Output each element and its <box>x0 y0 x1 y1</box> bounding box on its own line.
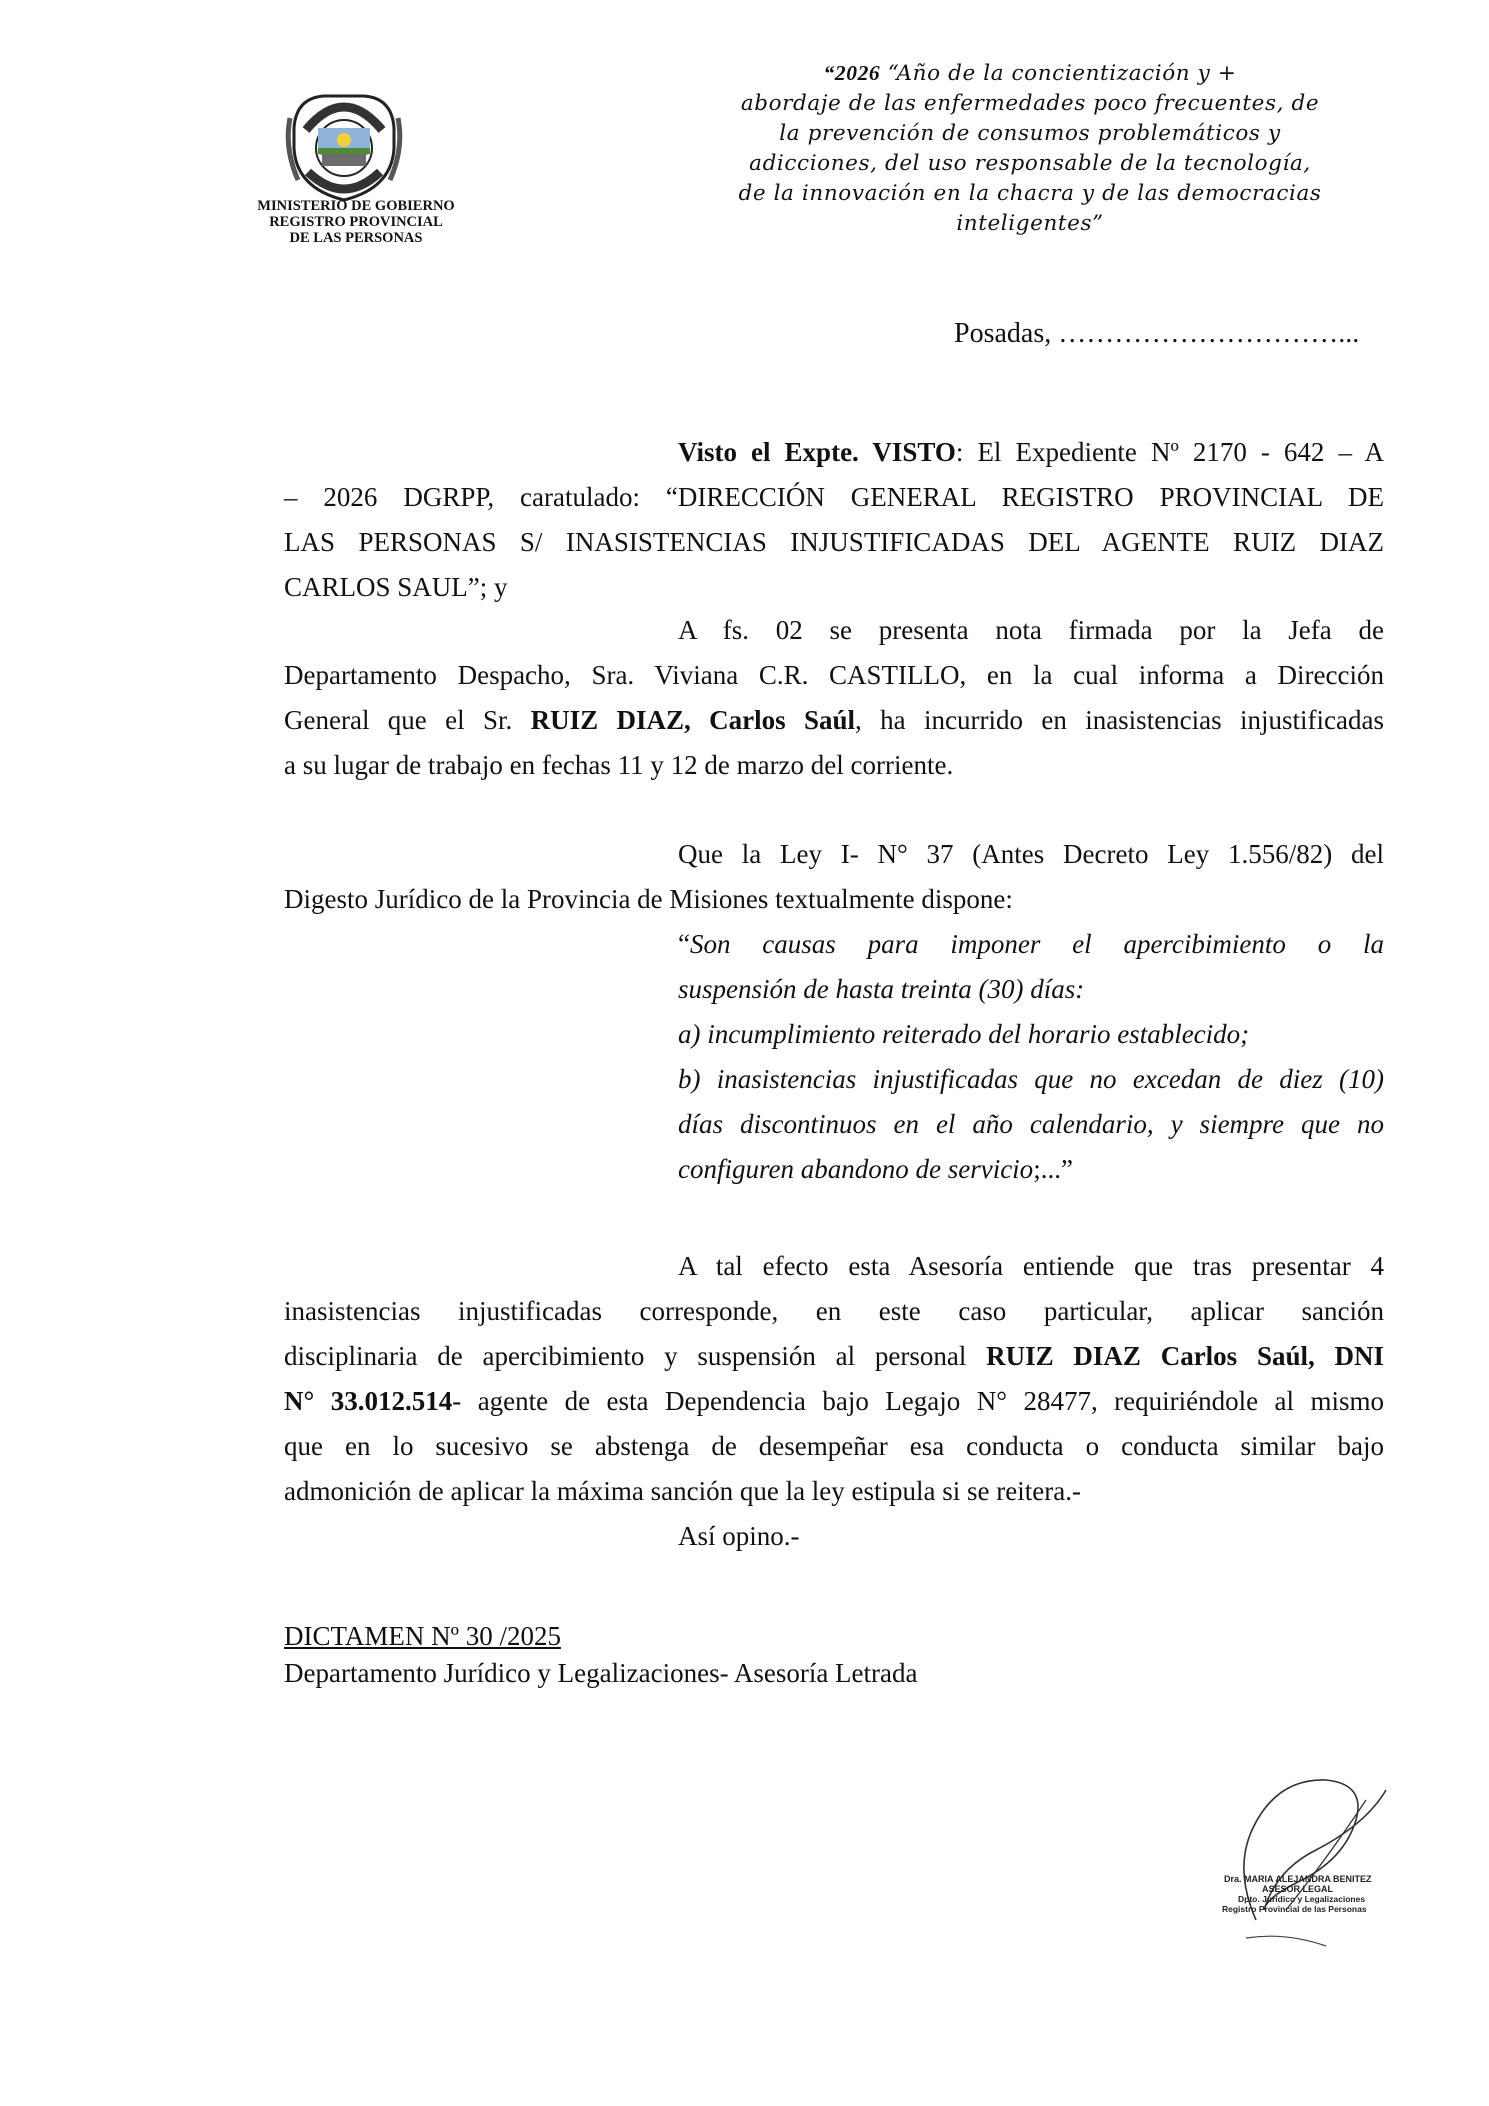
considerando-paragraph-2: Que la Ley I- N° 37 (Antes Decreto Ley 1.556/82) del Digesto Jurídico de la Provincia de Misiones textualmente dispone: <box>284 839 1384 914</box>
department-line: Departamento Jurídico y Legalizaciones- Asesoría Letrada <box>284 1658 918 1688</box>
agent-name: RUIZ DIAZ, Carlos Saúl <box>530 705 856 735</box>
conclusion-paragraph: A tal efecto esta Asesoría entiende que tras presentar 4 inasistencias injustificadas corresponde, en este caso particular, aplicar sanción disciplinaria de apercibimiento y suspensión al personal RUIZ DIAZ Carlos Saúl, DNI N° 33.012.514- agente de esta Dependencia bajo Legajo N° 28477, requiriéndole al mismo que en lo sucesivo se abstenga de desempeñar esa conducta o conducta similar bajo admonición de aplicar la máxima sanción que la ley estipula si se reitera.- Así opino.- <box>284 1244 1384 1559</box>
stamp-text: ASESOR LEGAL <box>1262 1884 1334 1894</box>
motto-line: abordaje de las enfermedades poco frecuentes, de <box>740 91 1320 116</box>
motto-line: inteligentes” <box>956 211 1104 236</box>
motto-line: la prevención de consumos problemáticos y <box>779 121 1281 146</box>
motto-year: “2026 <box>823 61 881 85</box>
stamp-text: Registro Provincial de las Personas <box>1222 1904 1367 1914</box>
ministry-header <box>246 198 466 246</box>
visto-lead: Visto el Expte. VISTO <box>678 437 956 467</box>
registry-line: REGISTRO PROVINCIAL <box>269 214 443 230</box>
registry-sub-line: DE LAS PERSONAS <box>289 230 423 246</box>
year-motto <box>660 58 1400 239</box>
ministry-line: MINISTERIO DE GOBIERNO <box>257 198 455 214</box>
motto-line: adicciones, del uso responsable de la tecnología, <box>749 151 1311 176</box>
handwritten-signature-icon <box>1216 1760 1416 1960</box>
stamp-text: Dpto. Jurídico y Legalizaciones <box>1238 1894 1366 1904</box>
place-date: Posadas, …………………………... <box>954 318 1360 349</box>
law-quote: “Son causas para imponer el apercibimiento o la suspensión de hasta treinta (30) días: a) incumplimiento reiterado del horario establecido; b) inasistencias injustificadas que no excedan de diez (10) días discontinuos en el año calendario, y siempre que no configuren abandono de servicio;...” <box>678 929 1384 1184</box>
considerando-paragraph-1: A fs. 02 se presenta nota firmada por la Jefa de Departamento Despacho, Sra. Viviana C.R. CASTILLO, en la cual informa a Dirección General que el Sr. RUIZ DIAZ, Carlos Saúl, ha incurrido en inasistencias injustificadas a su lugar de trabajo en fechas 11 y 12 de marzo del corriente. <box>284 615 1384 780</box>
closing-phrase: Así opino.- <box>678 1521 800 1551</box>
dictamen-footer <box>284 1618 918 1692</box>
visto-paragraph: Visto el Expte. VISTO: El Expediente Nº 2170 - 642 – A – 2026 DGRPP, caratulado: “DIRECCIÓN GENERAL REGISTRO PROVINCIAL DE LAS PERSONAS S/ INASISTENCIAS INJUSTIFICADAS DEL AGENTE RUIZ DIAZ CARLOS SAUL”; y <box>284 437 1384 602</box>
dictamen-title: DICTAMEN Nº 30 /2025 <box>284 1621 561 1651</box>
stamp-text: Dra. MARIA ALEJANDRA BENITEZ <box>1224 1874 1372 1884</box>
motto-line: “Año de la concientización y + <box>887 61 1237 86</box>
motto-line: de la innovación en la chacra y de las democracias <box>738 181 1322 206</box>
provincia-de-misiones-seal-icon <box>284 88 404 206</box>
dni-number: N° 33.012.514 <box>284 1386 453 1416</box>
agent-name-dni: RUIZ DIAZ Carlos Saúl, DNI <box>986 1341 1384 1371</box>
